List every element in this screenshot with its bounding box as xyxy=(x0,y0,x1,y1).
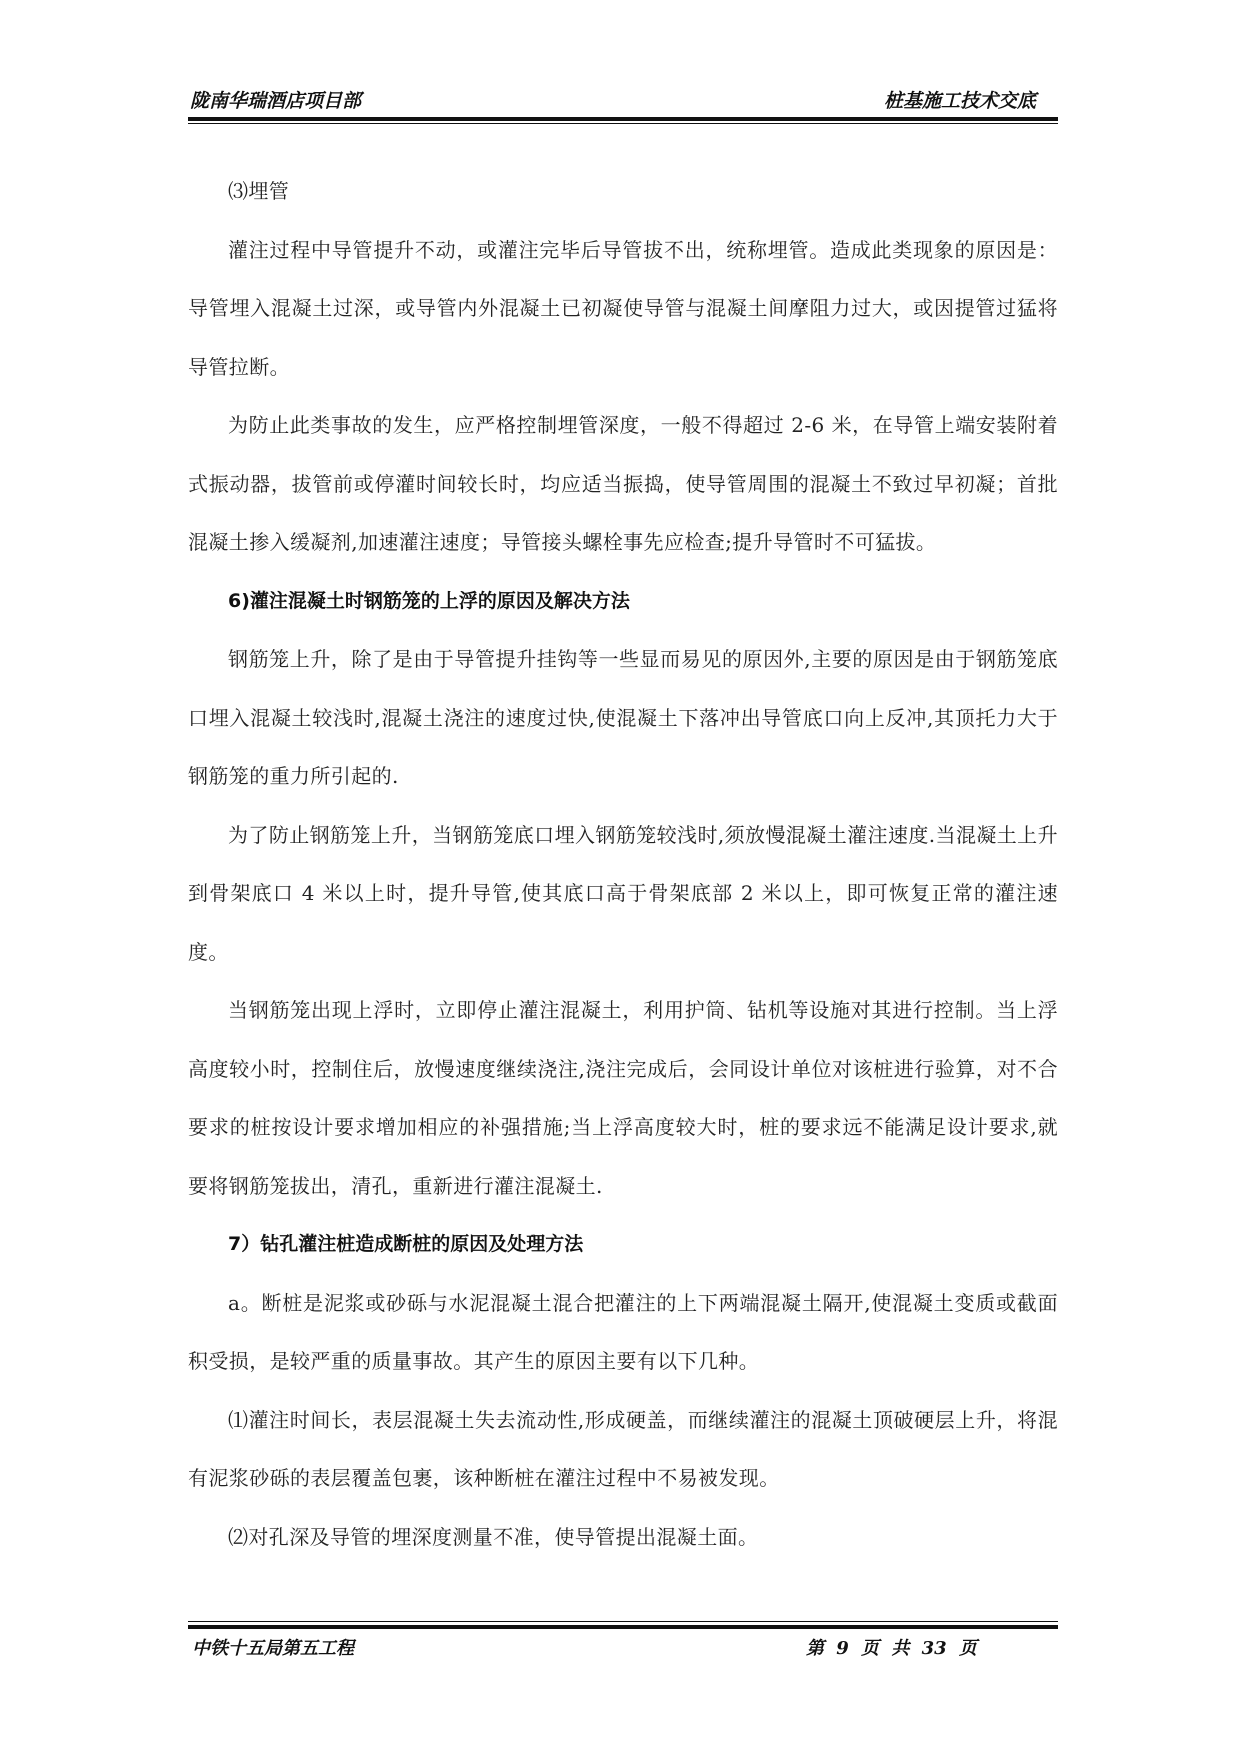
body-paragraph: a。断桩是泥浆或砂砾与水泥混凝土混合把灌注的上下两端混凝土隔开,使混凝土变质或截面积受损，是较严重的质量事故。其产生的原因主要有以下几种。 xyxy=(188,1290,1058,1373)
header-rule-thin xyxy=(188,123,1058,124)
page-footer xyxy=(188,1634,1058,1666)
section-heading: 7）钻孔灌注桩造成断桩的原因及处理方法 xyxy=(228,1233,584,1255)
body-paragraph: ⑶埋管 xyxy=(228,179,290,203)
footer-rule-thick xyxy=(188,1625,1058,1629)
page-header xyxy=(188,86,1058,118)
header-project-name: 陇南华瑞酒店项目部 xyxy=(190,90,362,112)
body-paragraph: ⑵对孔深及导管的埋深度测量不准，使导管提出混凝土面。 xyxy=(228,1524,759,1549)
header-rule-thick xyxy=(188,117,1058,121)
footer-company-name: 中铁十五局第五工程 xyxy=(192,1638,354,1659)
body-paragraph: ⑴灌注时间长，表层混凝土失去流动性,形成硬盖，而继续灌注的混凝土顶破硬层上升，将混有泥浆砂砾的表层覆盖包裹，该种断桩在灌注过程中不易被发现。 xyxy=(188,1407,1058,1490)
body-paragraph: 为防止此类事故的发生，应严格控制埋管深度，一般不得超过 2-6 米，在导管上端安装附着式振动器，拔管前或停灌时间较长时，均应适当振捣，使导管周围的混凝土不致过早初凝；首批混凝土掺入缓凝剂,加速灌注速度；导管接头螺栓事先应检查;提升导管时不可猛拔。 xyxy=(188,413,1058,554)
section-heading: 6)灌注混凝土时钢筋笼的上浮的原因及解决方法 xyxy=(228,589,630,612)
body-paragraph: 当钢筋笼出现上浮时，立即停止灌注混凝土，利用护筒、钻机等设施对其进行控制。当上浮高度较小时，控制住后，放慢速度继续浇注,浇注完成后，会同设计单位对该桩进行验算，对不合要求的桩按设计要求增加相应的补强措施;当上浮高度较大时，桩的要求远不能满足设计要求,就要将钢筋笼拔出，清孔，重新进行灌注混凝土. xyxy=(188,998,1058,1198)
header-document-title: 桩基施工技术交底 xyxy=(883,90,1036,112)
body-paragraph: 为了防止钢筋笼上升，当钢筋笼底口埋入钢筋笼较浅时,须放慢混凝土灌注速度.当混凝土上升到骨架底口 4 米以上时，提升导管,使其底口高于骨架底部 2 米以上，即可恢复正常的灌注速度。 xyxy=(188,822,1058,964)
footer-page-number: 第 9 页 共 33 页 xyxy=(806,1638,977,1659)
document-body xyxy=(188,162,1058,1566)
body-paragraph: 钢筋笼上升，除了是由于导管提升挂钩等一些显而易见的原因外,主要的原因是由于钢筋笼底口埋入混凝土较浅时,混凝土浇注的速度过快,使混凝土下落冲出导管底口向上反冲,其顶托力大于钢筋笼的重力所引起的. xyxy=(188,647,1058,788)
footer-rule-thin xyxy=(188,1621,1058,1622)
body-paragraph: 灌注过程中导管提升不动，或灌注完毕后导管拔不出，统称埋管。造成此类现象的原因是：导管埋入混凝土过深，或导管内外混凝土已初凝使导管与混凝土间摩阻力过大，或因提管过猛将导管拉断。 xyxy=(188,237,1058,379)
